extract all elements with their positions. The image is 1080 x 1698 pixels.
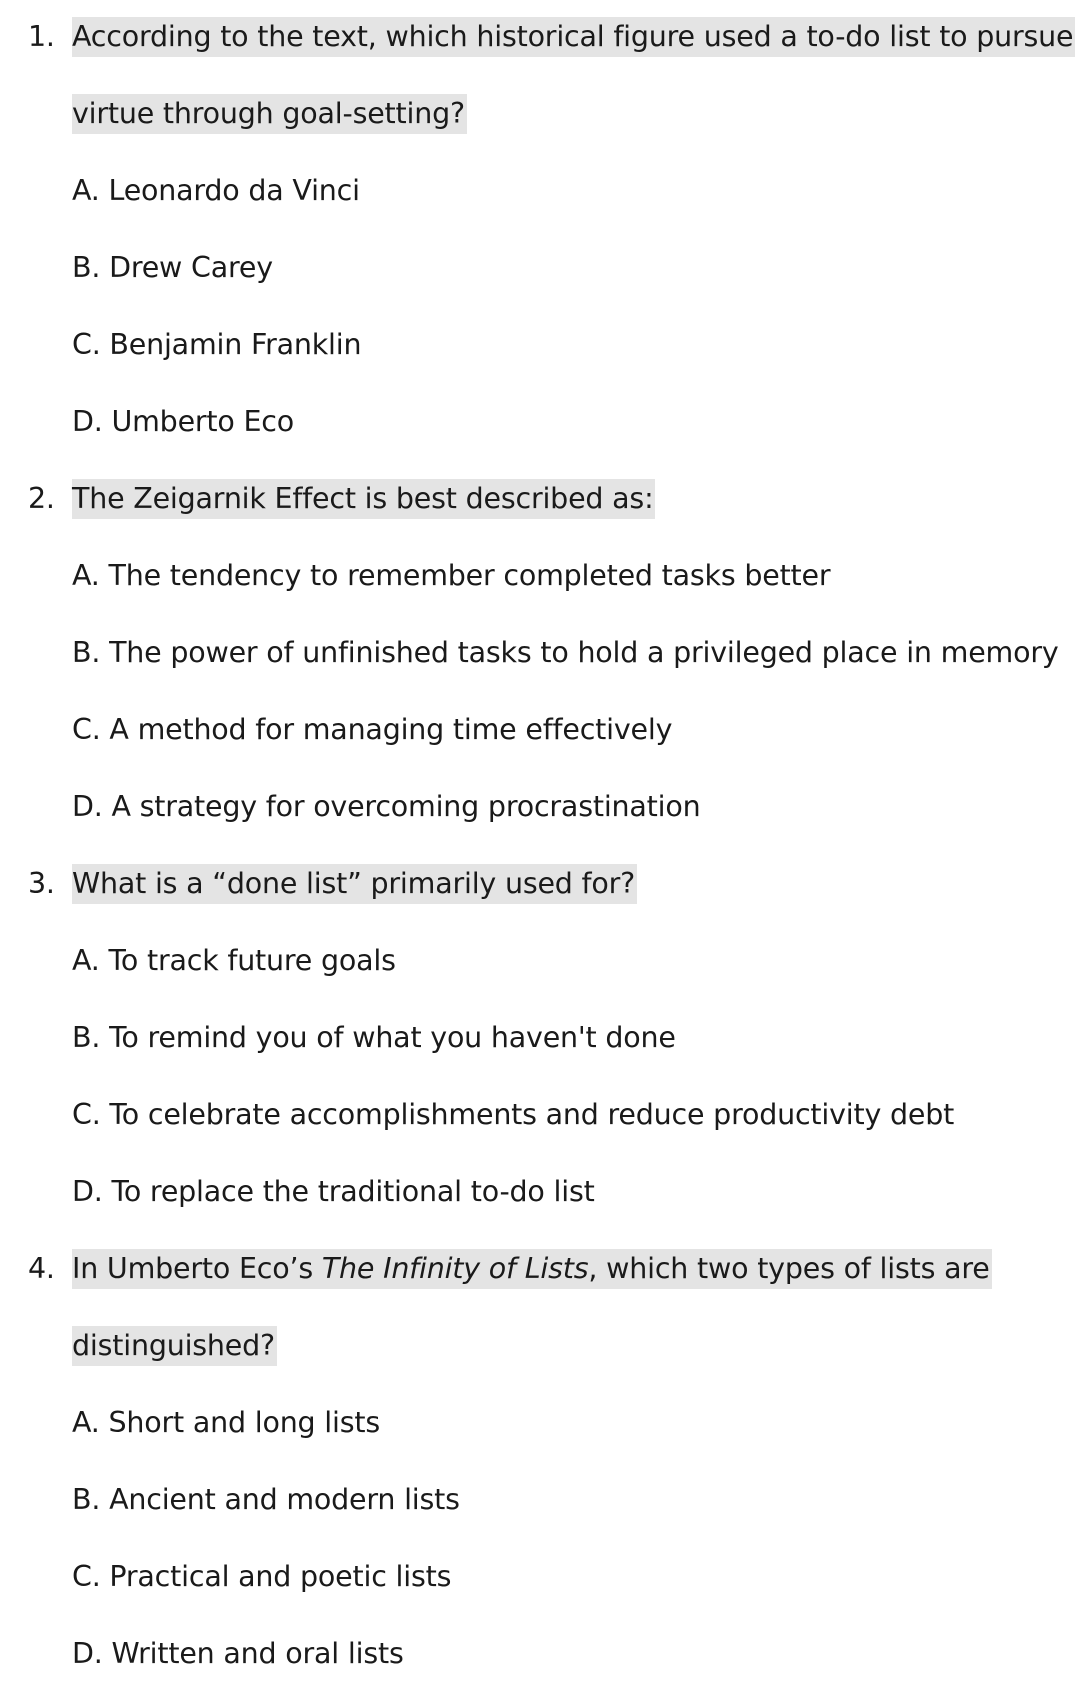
option-d: D. A strategy for overcoming procrastination <box>72 790 701 823</box>
question-number: 1. <box>28 20 55 53</box>
question-number: 2. <box>28 482 55 515</box>
question-text: distinguished? <box>72 1326 277 1366</box>
book-title: The Infinity of Lists <box>321 1252 589 1285</box>
question-text-part: In Umberto Eco’s <box>72 1252 322 1285</box>
question-text: virtue through goal-setting? <box>72 94 467 134</box>
question-text: What is a “done list” primarily used for? <box>72 864 637 904</box>
option-a: A. The tendency to remember completed tasks better <box>72 559 831 592</box>
question-text-part: , which two types of lists are <box>588 1252 990 1285</box>
option-c: C. A method for managing time effectively <box>72 713 673 746</box>
option-b: B. To remind you of what you haven't done <box>72 1021 676 1054</box>
question-text: According to the text, which historical figure used a to-do list to pursue <box>72 17 1075 57</box>
option-c: C. To celebrate accomplishments and reduce productivity debt <box>72 1098 955 1131</box>
option-a: A. Leonardo da Vinci <box>72 174 360 207</box>
option-d: D. Written and oral lists <box>72 1637 404 1670</box>
option-b: B. Ancient and modern lists <box>72 1483 460 1516</box>
option-d: D. To replace the traditional to-do list <box>72 1175 595 1208</box>
option-c: C. Benjamin Franklin <box>72 328 362 361</box>
question-text <box>72 1249 992 1289</box>
option-c: C. Practical and poetic lists <box>72 1560 452 1593</box>
option-a: A. To track future goals <box>72 944 396 977</box>
option-b: B. Drew Carey <box>72 251 273 284</box>
question-text: The Zeigarnik Effect is best described as: <box>72 479 655 519</box>
question-number: 4. <box>28 1252 55 1285</box>
option-b: B. The power of unfinished tasks to hold a privileged place in memory <box>72 636 1059 669</box>
question-number: 3. <box>28 867 55 900</box>
option-d: D. Umberto Eco <box>72 405 295 438</box>
option-a: A. Short and long lists <box>72 1406 381 1439</box>
